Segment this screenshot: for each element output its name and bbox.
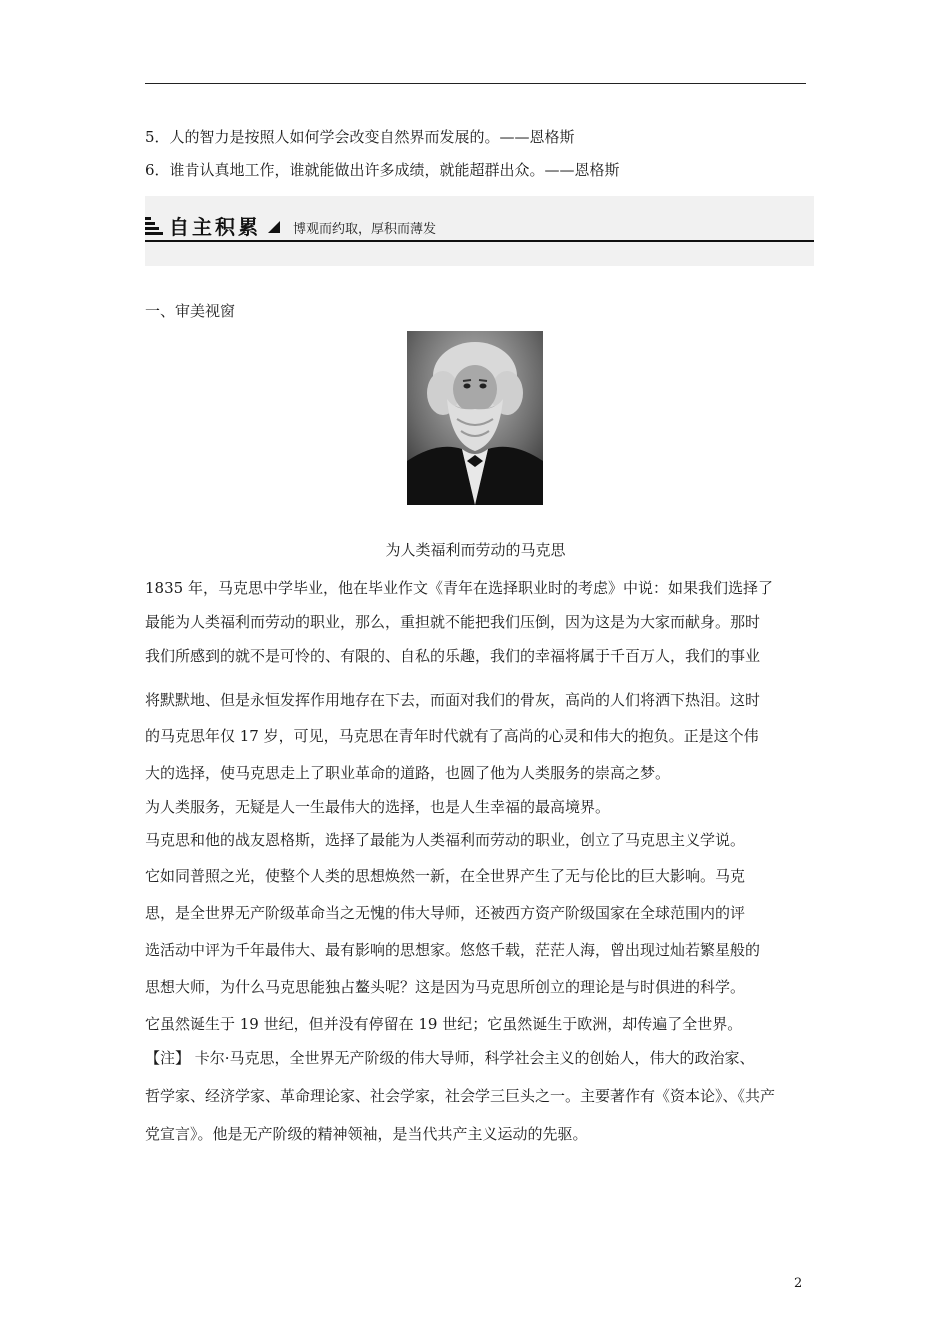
body-line: 为人类服务，无疑是人一生最伟大的选择，也是人生幸福的最高境界。 (145, 798, 611, 816)
header-rule (145, 83, 806, 84)
body-line: 思，是全世界无产阶级革命当之无愧的伟大导师，还被西方资产阶级国家在全球范围内的评 (145, 904, 746, 922)
banner-rule (145, 240, 814, 242)
body-line: 思想大师，为什么马克思能独占鳌头呢？这是因为马克思所创立的理论是与时俱进的科学。 (145, 978, 746, 996)
body-line: 的马克思年仅 17 岁，可见，马克思在青年时代就有了高尚的心灵和伟大的抱负。正是这个伟 (145, 727, 759, 745)
body-line: 将默默地、但是永恒发挥作用地存在下去，而面对我们的骨灰，高尚的人们将洒下热泪。这时 (145, 691, 761, 709)
corner-triangle-icon (268, 221, 280, 233)
quote-5: 5．人的智力是按照人如何学会改变自然界而发展的。——恩格斯 (145, 128, 575, 146)
banner-title: 自主积累 (169, 215, 261, 239)
body-line: 它如同普照之光，使整个人类的思想焕然一新，在全世界产生了无与伦比的巨大影响。马克 (145, 867, 746, 885)
quote-6: 6．谁肯认真地工作，谁就能做出许多成绩，就能超群出众。——恩格斯 (145, 161, 620, 179)
section-banner (145, 196, 814, 266)
body-line: 我们所感到的就不是可怜的、有限的、自私的乐趣，我们的幸福将属于千百万人，我们的事业 (145, 647, 761, 665)
portrait-image (407, 331, 543, 505)
body-line: 最能为人类福利而劳动的职业，那么，重担就不能把我们压倒，因为这是为大家而献身。那时 (145, 613, 761, 631)
note-line: 哲学家、经济学家、革命理论家、社会学家，社会学三巨头之一。主要著作有《资本论》、《共产 (145, 1087, 776, 1105)
stripes-icon (145, 217, 163, 239)
body-line: 它虽然诞生于 19 世纪，但并没有停留在 19 世纪；它虽然诞生于欧洲，却传遍了全世界。 (145, 1015, 743, 1033)
page-number: 2 (794, 1276, 803, 1291)
note-line: 党宣言》。他是无产阶级的精神领袖，是当代共产主义运动的先驱。 (145, 1125, 588, 1143)
body-line: 1835 年，马克思中学毕业，他在毕业作文《青年在选择职业时的考虑》中说：如果我们选择了 (145, 579, 773, 597)
section-heading: 一、审美视窗 (145, 302, 236, 320)
body-line: 马克思和他的战友恩格斯，选择了最能为人类福利而劳动的职业，创立了马克思主义学说。 (145, 831, 746, 849)
image-caption: 为人类福利而劳动的马克思 (385, 541, 566, 559)
banner-subtitle: 博观而约取，厚积而薄发 (293, 222, 437, 237)
body-line: 选活动中评为千年最伟大、最有影响的思想家。悠悠千载，茫茫人海，曾出现过灿若繁星般的 (145, 941, 761, 959)
note-line: 【注】 卡尔·马克思，全世界无产阶级的伟大导师，科学社会主义的创始人，伟大的政治家、 (145, 1049, 755, 1067)
body-line: 大的选择，使马克思走上了职业革命的道路，也圆了他为人类服务的崇高之梦。 (145, 764, 671, 782)
